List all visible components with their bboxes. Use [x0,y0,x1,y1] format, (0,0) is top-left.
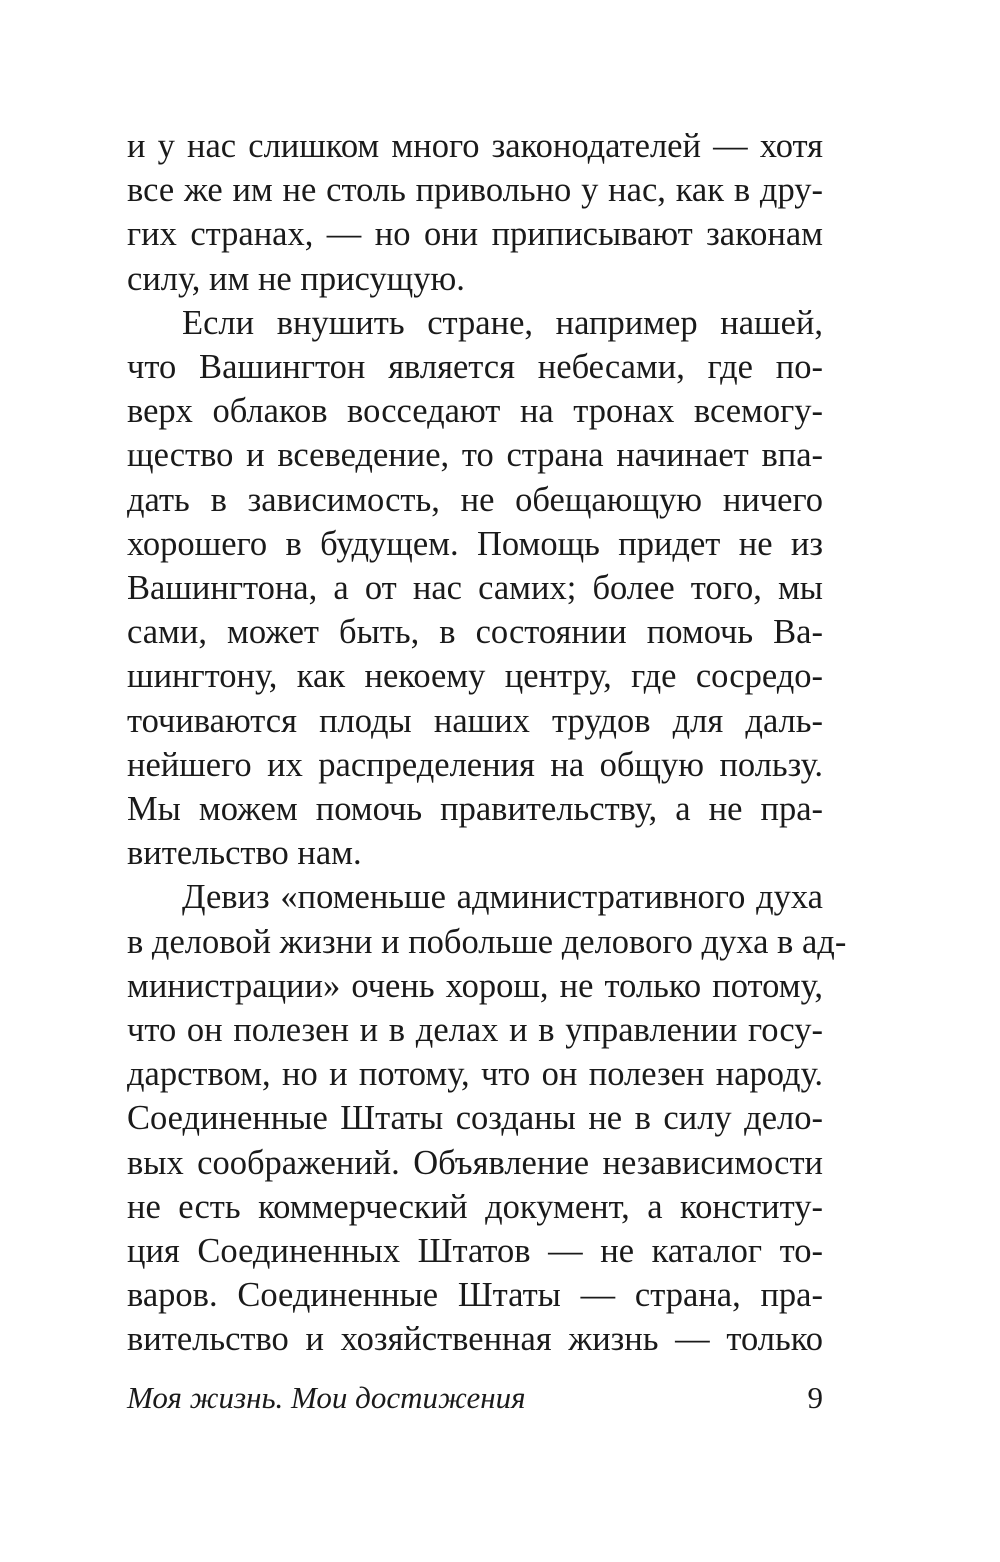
paragraph-3 [127,875,847,1361]
text-line: вительство нам. [127,834,362,873]
text-line: ция Соединенных Штатов — не каталог то- [127,1232,823,1271]
text-line: Девиз «поменьше административного духа [182,878,823,917]
text-line: щество и всеведение, то страна начинает впа- [127,436,823,475]
text-line: Вашингтона, а от нас самих; более того, мы [127,569,823,608]
page-footer [127,1378,823,1418]
text-line: силу, им не присущую. [127,259,465,298]
text-line: сами, может быть, в состоянии помочь Ва- [127,613,823,652]
text-line: верх облаков восседают на тронах всемогу- [127,392,823,431]
text-line: точиваются плоды наших трудов для даль- [127,701,823,740]
text-line: что он полезен и в делах и в управлении госу- [127,1011,823,1050]
text-line: гих странах, — но они приписывают законам [127,215,823,254]
body-text [127,124,847,1362]
running-title: Моя жизнь. Мои достижения [127,1380,526,1415]
text-line: все же им не столь привольно у нас, как в дру- [127,171,823,210]
text-line: дать в зависимость, не обещающую ничего [127,480,823,519]
text-line: и у нас слишком много законодателей — хотя [127,127,823,165]
text-line: в деловой жизни и побольше делового духа в ад- [127,922,847,961]
page-number: 9 [807,1380,823,1415]
text-line: дарством, но и потому, что он полезен народу. [127,1055,823,1094]
text-line: вых соображений. Объявление независимости [127,1143,823,1182]
text-line: что Вашингтон является небесами, где по- [127,348,823,387]
text-line: Если внушить стране, например нашей, [182,303,823,342]
text-line: Соединенные Штаты созданы не в силу дело- [127,1099,823,1138]
text-line: варов. Соединенные Штаты — страна, пра- [127,1276,823,1315]
text-line: вительство и хозяйственная жизнь — только [127,1320,823,1359]
paragraph-1 [127,124,823,301]
text-line: Мы можем помочь правительству, а не пра- [127,790,823,829]
text-line: шингтону, как некоему центру, где сосредо- [127,657,823,696]
text-line: не есть коммерческий документ, а конститу- [127,1187,823,1226]
text-line: хорошего в будущем. Помощь придет не из [127,524,823,563]
text-line: министрации» очень хорош, не только потому, [127,966,823,1005]
paragraph-2 [127,301,823,876]
text-line: нейшего их распределения на общую пользу. [127,745,823,784]
